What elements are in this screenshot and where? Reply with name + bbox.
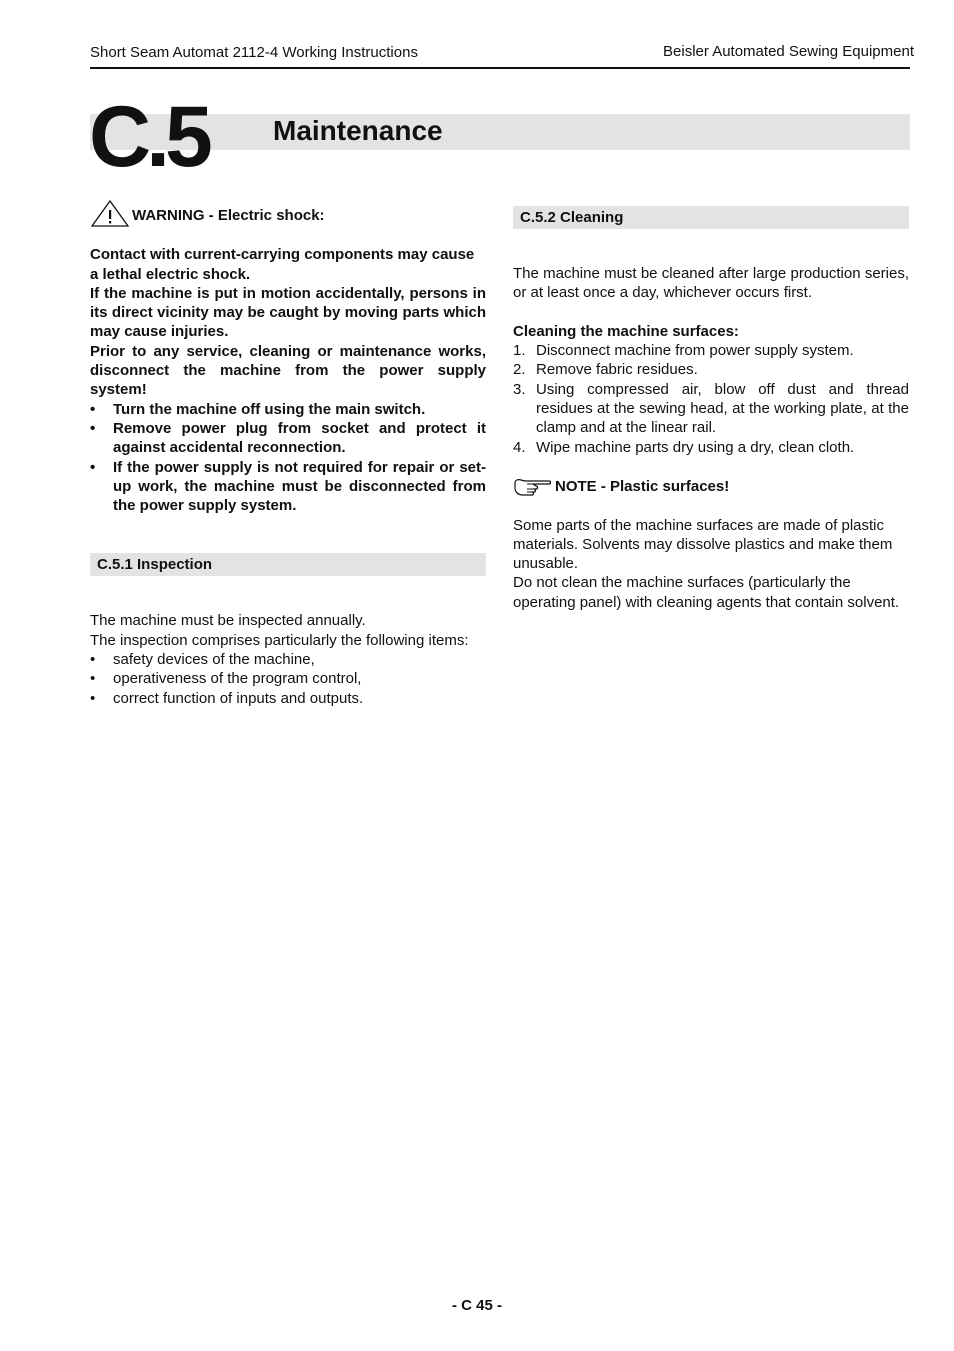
inspection-bullet-list bbox=[90, 650, 486, 708]
warning-label: WARNING - Electric shock: bbox=[132, 207, 325, 225]
warning-paragraph: If the machine is put in motion accidentally, persons in its direct vicinity may be caught by moving parts which may cause injuries. bbox=[90, 284, 486, 341]
list-item: • Turn the machine off using the main switch. bbox=[90, 400, 486, 419]
section-heading-cleaning: C.5.2 Cleaning bbox=[513, 206, 909, 229]
inspection-line: The inspection comprises particularly the following items: bbox=[90, 631, 469, 649]
note-paragraph: Do not clean the machine surfaces (particularly the operating panel) with cleaning agents that contain solvent. bbox=[513, 574, 900, 611]
list-item: 1. Disconnect machine from power supply system. bbox=[513, 342, 854, 360]
list-item: 4. Wipe machine parts dry using a dry, clean cloth. bbox=[513, 438, 855, 456]
section-heading-inspection: C.5.1 Inspection bbox=[90, 553, 486, 576]
list-item: 3. Using compressed air, blow off dust and thread residues at the sewing head, at the working plate, at the clamp and at the linear rail. bbox=[513, 380, 909, 437]
note-heading bbox=[513, 476, 909, 496]
chapter-number: C.5 bbox=[89, 89, 208, 185]
list-item: • Remove power plug from socket and protect it against accidental reconnection. bbox=[90, 419, 486, 458]
header-company: Beisler Automated Sewing Equipment bbox=[663, 43, 914, 60]
pointing-hand-icon bbox=[513, 475, 553, 497]
header-rule bbox=[90, 67, 910, 69]
note-label: NOTE - Plastic surfaces! bbox=[555, 477, 730, 495]
inspection-line: The machine must be inspected annually. bbox=[90, 612, 366, 630]
list-item: 2. Remove fabric residues. bbox=[513, 361, 698, 379]
list-item: • correct function of inputs and outputs. bbox=[90, 689, 486, 708]
page-number: - C 45 - bbox=[451, 1297, 502, 1314]
left-column bbox=[90, 206, 486, 708]
right-column bbox=[513, 206, 909, 612]
warning-bullet-list bbox=[90, 400, 486, 516]
list-item: • If the power supply is not required for repair or set-up work, the machine must be disconnected from the power supply system. bbox=[90, 458, 486, 516]
header-title: Short Seam Automat 2112-4 Working Instructions bbox=[90, 44, 418, 61]
list-item: • safety devices of the machine, bbox=[90, 650, 486, 669]
note-paragraph: Some parts of the machine surfaces are made of plastic materials. Solvents may dissolve plastics and make them unusable. bbox=[513, 516, 893, 573]
chapter-title-band bbox=[90, 114, 910, 150]
cleaning-intro: The machine must be cleaned after large production series, or at least once a day, whichever occurs first. bbox=[513, 265, 909, 302]
warning-heading bbox=[90, 206, 486, 226]
list-item: • operativeness of the program control, bbox=[90, 669, 486, 688]
warning-paragraph: Contact with current-carrying components may cause a lethal electric shock. bbox=[90, 246, 475, 283]
chapter-title: Maintenance bbox=[273, 115, 443, 146]
warning-paragraph: Prior to any service, cleaning or maintenance works, disconnect the machine from the power supply system! bbox=[90, 342, 486, 399]
cleaning-steps-list bbox=[513, 341, 909, 457]
cleaning-surfaces-heading: Cleaning the machine surfaces: bbox=[513, 322, 739, 340]
warning-triangle-icon bbox=[90, 199, 130, 227]
